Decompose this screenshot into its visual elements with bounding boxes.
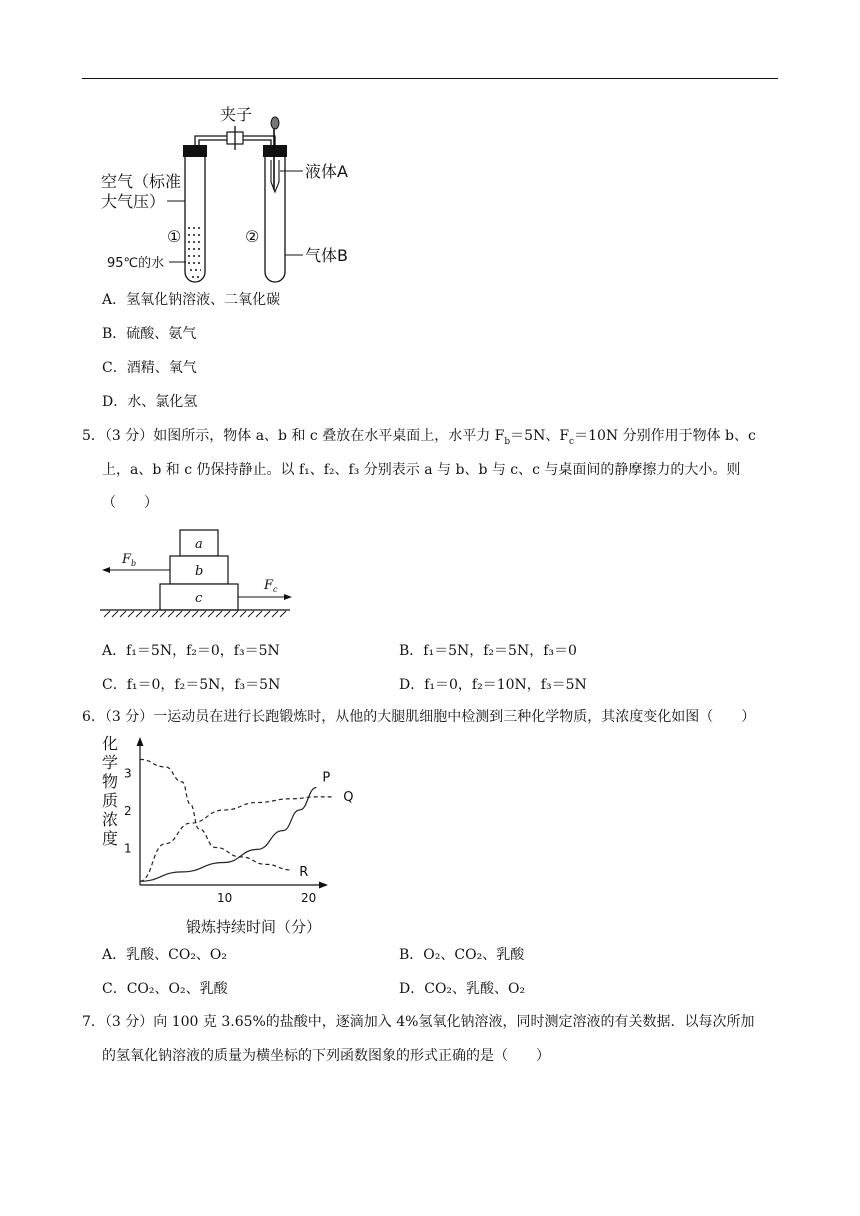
option-label: C． — [102, 360, 127, 376]
series-label-Q: Q — [343, 789, 354, 805]
block-a-label: a — [195, 537, 203, 552]
blocks-figure — [100, 525, 300, 620]
q5-stem-line2: 上，a、b 和 c 仍保持静止。以 f₁、f₂、f₃ 分别表示 a 与 b、b 与 c、c 与桌面间的静摩擦力的大小。则 — [102, 462, 741, 478]
q5-option-d — [399, 676, 587, 694]
option-text: O₂、CO₂、乳酸 — [423, 947, 525, 963]
y-axis-label-char: 学 — [102, 753, 119, 772]
x-axis-label: 锻炼持续时间（分） — [186, 918, 322, 936]
option-label: D． — [399, 981, 425, 997]
apparatus-figure — [95, 100, 375, 290]
option-text: CO₂、乳酸、O₂ — [424, 981, 526, 997]
q6-stem: 6．（3 分）一运动员在进行长跑锻炼时，从他的大腿肌细胞中检测到三种化学物质，其浓度变化如图（ ） — [82, 709, 756, 725]
q5-option-b — [399, 642, 577, 660]
tube2-number: ② — [245, 227, 260, 246]
option-label: B． — [399, 643, 424, 659]
option-label: A． — [102, 947, 127, 963]
option-text: 酒精、氧气 — [126, 360, 197, 376]
option-text: f₁＝5N，f₂＝0，f₃＝5N — [126, 643, 280, 659]
q5-subscript: c — [569, 436, 575, 447]
q6-option-a — [102, 946, 227, 964]
y-axis-label-char: 质 — [102, 791, 119, 810]
option-label: D． — [102, 394, 128, 410]
water-label: 95℃的水 — [107, 256, 165, 271]
liquid-a-label: 液体A — [305, 162, 348, 181]
y-axis-label-char: 度 — [102, 829, 119, 848]
q4-option-a — [102, 291, 280, 309]
series-label-P: P — [322, 770, 331, 786]
q4-option-b — [102, 325, 196, 343]
tube1-number: ① — [167, 227, 182, 246]
option-text: 乳酸、CO₂、O₂ — [126, 947, 228, 963]
q5-text-part: 5．（3 分）如图所示，物体 a、b 和 c 叠放在水平桌面上，水平力 F — [82, 428, 505, 444]
option-label: C． — [102, 677, 127, 693]
force-fb-label: $F_b$ — [122, 552, 137, 568]
q6-option-c — [102, 980, 228, 998]
gas-b-label: 气体B — [305, 246, 348, 265]
y-axis-label-char: 浓 — [102, 810, 119, 829]
option-text: 硫酸、氨气 — [126, 326, 197, 342]
y-tick-label: 2 — [124, 804, 132, 818]
q6-option-b — [399, 946, 524, 964]
option-label: B． — [102, 326, 127, 342]
q5-option-c — [102, 676, 280, 694]
header-rule — [82, 78, 778, 79]
y-tick-label: 3 — [124, 766, 132, 781]
force-fc-label: $F_c$ — [264, 578, 278, 594]
q4-option-d — [102, 393, 197, 411]
y-axis-label-char: 物 — [102, 772, 119, 791]
x-tick-label: 10 — [217, 891, 233, 905]
option-label: A． — [102, 292, 127, 308]
q6-option-d — [399, 980, 525, 998]
q7-stem-line1: 7．（3 分）向 100 克 3.65%的盐酸中，逐滴加入 4%氢氧化钠溶液，同时测定溶液的有关数据．以每次所加 — [82, 1014, 755, 1030]
q5-stem-line1 — [82, 427, 756, 451]
y-axis-label-char: 化 — [102, 734, 119, 753]
block-b-label: b — [195, 564, 204, 579]
option-text: f₁＝5N，f₂＝5N，f₃＝0 — [423, 643, 577, 659]
option-text: CO₂、O₂、乳酸 — [126, 981, 228, 997]
series-line-R — [140, 759, 291, 870]
q5-text-part: ＝10N 分别作用于物体 b、c — [574, 428, 756, 444]
q4-option-c — [102, 359, 197, 377]
q5-option-a — [102, 642, 280, 660]
x-tick-label: 20 — [301, 891, 317, 905]
series-line-P — [140, 788, 316, 882]
option-text: 氢氧化钠溶液、二氧化碳 — [126, 292, 281, 308]
option-label: D． — [399, 677, 425, 693]
option-text: f₁＝0，f₂＝10N，f₃＝5N — [424, 677, 587, 693]
option-label: C． — [102, 981, 127, 997]
concentration-chart — [100, 734, 354, 940]
clamp-label: 夹子 — [220, 105, 253, 124]
option-label: A． — [102, 643, 127, 659]
option-text: 水、氯化氢 — [127, 394, 198, 410]
y-axis-label — [102, 734, 118, 848]
option-label: B． — [399, 947, 424, 963]
y-tick-label: 1 — [124, 841, 132, 856]
q7-stem-line2: 的氢氧化钠溶液的质量为横坐标的下列函数图象的形式正确的是（ ） — [102, 1048, 550, 1064]
series-label-R: R — [299, 865, 309, 880]
q5-stem-line3: （ ） — [102, 495, 158, 511]
q5-subscript: b — [504, 436, 511, 447]
option-text: f₁＝0，f₂＝5N，f₃＝5N — [126, 677, 281, 693]
q5-text-part: ＝5N、F — [510, 428, 570, 444]
air-label-line1: 空气（标准 — [101, 172, 182, 191]
block-c-label: c — [195, 591, 203, 606]
air-label-line2: 大气压） — [101, 192, 166, 211]
